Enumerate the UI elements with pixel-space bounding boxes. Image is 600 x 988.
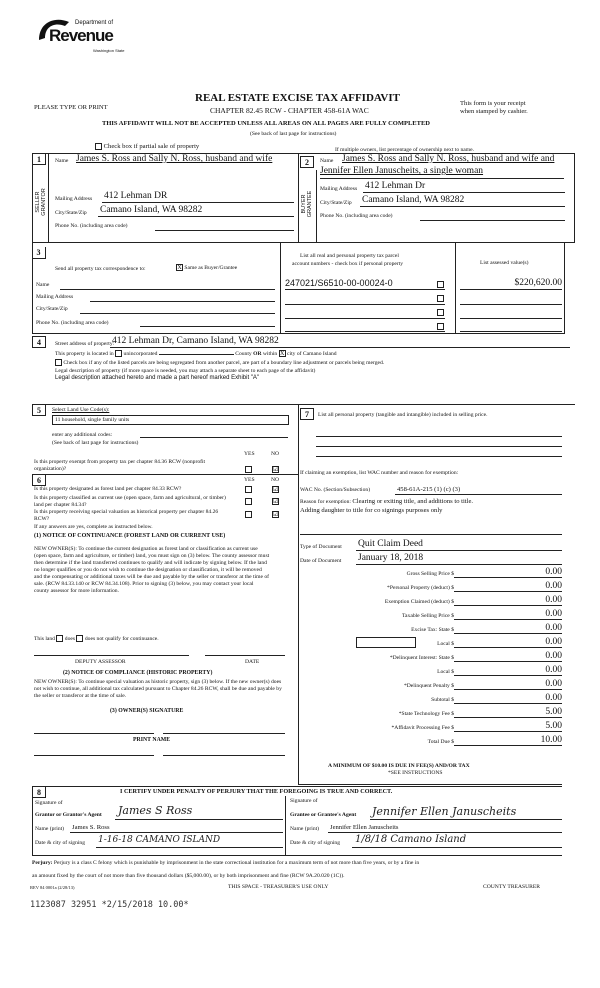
county-treasurer-label: COUNTY TREASURER (483, 884, 541, 890)
buyer-name-label: Name (320, 158, 334, 164)
notice-compliance-text: NEW OWNER(S): To continue special valuation as historic property, sign (3) below. If the new owner(s) does not wish to continue, all additional tax calculated pursuant to Chapter 84.26 RCW, shall be due and payable by the seller or transferor at the time of sale. (34, 679, 282, 699)
grantor-agent-label: Grantor or Grantor's Agent (35, 812, 102, 818)
grantee-name-field[interactable]: Jennifer Ellen Januscheits (330, 824, 399, 831)
reason-label: Reason for exemption: (300, 499, 351, 505)
assessed-header: List assessed value(s) (480, 260, 529, 266)
logo-word: Revenue (49, 26, 113, 45)
exemption-label: If claiming an exemption, list WAC number and reason for exemption: (300, 470, 459, 476)
grantee-sig-of-label: Signature of (290, 798, 318, 804)
gross-selling-price[interactable]: 0.00 (545, 567, 562, 577)
owner-signature-field-2[interactable] (163, 733, 285, 734)
seller-city-label: City/State/Zip (55, 210, 87, 216)
state-technology-fee[interactable]: 5.00 (545, 707, 562, 717)
grantee-date-label: Date & city of signing (290, 840, 341, 846)
fee-row: Exemption Claimed (deduct) $ 0.00 (384, 595, 562, 605)
s3-name-label: Name (36, 282, 50, 288)
grantor-sig-of-label: Signature of (35, 800, 63, 806)
parcel-header-1: List all real and personal property tax parcel (300, 253, 399, 259)
legal-description-field[interactable]: Legal description attached hereto and made a part hereof marked Exhibit "A" (55, 375, 260, 381)
seller-phone-label: Phone No. (including area code) (55, 223, 128, 229)
historic-question: Is this property receiving special valuation as historical property per chapter 84.26 RCW? (34, 509, 219, 522)
grantee-date-field[interactable]: 1/8/18 Camano Island (355, 834, 467, 845)
personal-property-deduct[interactable]: 0.00 (545, 581, 562, 591)
deputy-assessor-label: DEPUTY ASSESSOR (75, 659, 126, 665)
section-4-number: 4 (32, 336, 46, 348)
print-name-field-2[interactable] (163, 755, 285, 756)
doc-date-field[interactable]: January 18, 2018 (358, 553, 424, 563)
does-label: does (64, 635, 76, 642)
exempt-no-checkbox[interactable]: ☑ (273, 467, 279, 473)
section-8-number: 8 (32, 786, 46, 798)
seller-phone-field[interactable] (155, 230, 294, 231)
street-address-label: Street address of property: (55, 341, 115, 347)
s3-name-field[interactable] (60, 289, 275, 290)
segregated-label: Check box if any of the listed parcels are being segregated from another parcel, are part of a boundary line adjustment or parcels being merged. (63, 359, 385, 366)
fee-row: *State Technology Fee $ 5.00 (398, 707, 562, 717)
doc-date-label: Date of Document (300, 558, 342, 564)
personal-property-line-3[interactable] (316, 456, 562, 457)
s3-mail-field[interactable] (90, 301, 275, 302)
section-2-number: 2 (300, 156, 314, 168)
delinquent-interest-state[interactable]: 0.00 (545, 651, 562, 661)
land-use-instructions: (See back of last page for instructions) (52, 440, 139, 446)
section-7-number: 7 (300, 408, 314, 420)
same-as-buyer-checkbox[interactable]: X (177, 265, 182, 271)
revenue-logo (35, 10, 125, 56)
instructions-note: (See back of last page for instructions) (250, 131, 337, 137)
parcel-number-field[interactable]: 247021/S6510-00-00024-0 (285, 278, 393, 288)
legal-description-label: Legal description of property (if more space is needed, you may attach a separate sheet to each page of the affidavit) (55, 368, 316, 374)
street-address-field[interactable]: 412 Lehman Dr, Camano Island, WA 98282 (112, 336, 279, 346)
city-of-label: city of Camano Island (287, 350, 337, 357)
notice-compliance-title: (2) NOTICE OF COMPLIANCE (HISTORIC PROPERTY) (63, 670, 213, 676)
land-use-label: Select Land Use Code(s): (52, 407, 110, 413)
or-label: OR (253, 350, 262, 357)
yes-header: YES (244, 451, 255, 457)
located-in-label: This property is located in (55, 350, 114, 357)
exempt-question: Is this property exempt from property tax per chapter 84.36 RCW (nonprofit organization)? (34, 459, 206, 472)
grantor-signature[interactable]: James S Ross (118, 804, 193, 817)
buyer-phone-label: Phone No. (including area code) (320, 213, 393, 219)
section-1-number: 1 (32, 153, 46, 165)
s3-phone-field[interactable] (140, 326, 275, 327)
section-6-number: 6 (32, 474, 46, 486)
s6-yes-header: YES (244, 477, 255, 483)
buyer-mail-field[interactable]: 412 Lehman Dr (365, 181, 426, 191)
perjury-text-2: an amount fixed by the court of not more than five thousand dollars ($5,000.00), or by both imprisonment and fine (RCW 9A.20.020 (1C)). (32, 873, 345, 879)
print-name-field-1[interactable] (34, 755, 154, 756)
taxable-selling-price[interactable]: 0.00 (545, 609, 562, 619)
this-land-label: This land (34, 635, 55, 642)
total-due[interactable]: 10.00 (540, 735, 562, 745)
form-chapter: CHAPTER 82.45 RCW - CHAPTER 458-61A WAC (210, 106, 369, 115)
logo-dept-text: Department of (75, 20, 114, 26)
form-title: REAL ESTATE EXCISE TAX AFFIDAVIT (195, 92, 400, 104)
wac-field[interactable]: 458-61A-215 (1) (c) (3) (397, 486, 461, 493)
treasurer-space-label: THIS SPACE - TREASURER'S USE ONLY (228, 884, 329, 890)
form-revision: REV 84 0001a (2/28/13) (30, 885, 75, 890)
forest-yes-checkbox[interactable] (245, 486, 252, 493)
fee-row: Excise Tax: State $ 0.00 (411, 623, 562, 633)
deputy-assessor-signature[interactable] (34, 655, 189, 656)
buyer-mail-label: Mailing Address (320, 186, 358, 192)
county-label: County (235, 350, 252, 357)
receipt-note-2: when stamped by cashier. (460, 108, 528, 115)
personal-property-line-1[interactable] (316, 436, 562, 437)
current-use-no-checkbox[interactable]: ☑ (273, 499, 279, 505)
owner-signature-field-1[interactable] (34, 733, 154, 734)
county-field[interactable] (159, 354, 234, 355)
delinquent-interest-local[interactable]: 0.00 (545, 665, 562, 675)
please-type-note: PLEASE TYPE OR PRINT (34, 104, 108, 111)
doc-type-label: Type of Document (300, 544, 342, 550)
buyer-side-label: BUYER GRANTEE (301, 190, 313, 218)
warning-text: THIS AFFIDAVIT WILL NOT BE ACCEPTED UNLESS ALL AREAS ON ALL PAGES ARE FULLY COMPLETED (102, 120, 430, 127)
seller-side-label: SELLER GRANTOR (35, 188, 47, 216)
personal-property-checkbox-4[interactable] (437, 323, 444, 330)
seller-city-field[interactable]: Camano Island, WA 98282 (100, 205, 203, 215)
grantor-date-label: Date & city of signing (35, 840, 86, 846)
send-correspondence-label: Send all property tax correspondence to: (55, 266, 146, 272)
does-checkbox[interactable] (56, 635, 63, 642)
reason-field-1[interactable]: Clearing or exiting title, and additions to title. (352, 498, 474, 505)
subtotal[interactable]: 0.00 (545, 693, 562, 703)
forest-no-checkbox[interactable]: ☑ (273, 487, 279, 493)
partial-sale-checkbox[interactable] (95, 143, 102, 150)
same-as-buyer-label: Same as Buyer/Grantee (184, 264, 238, 271)
fee-row: *Affidavit Processing Fee $ 5.00 (391, 721, 562, 731)
qualify-label: qualify for continuance. (105, 635, 159, 642)
fee-row: Total Due $ 10.00 (427, 735, 562, 745)
fee-row: *Personal Property (deduct) $ 0.00 (387, 581, 562, 591)
wac-label: WAC No. (Section/Subsection) (300, 487, 371, 493)
certify-statement: I CERTIFY UNDER PENALTY OF PERJURY THAT THE FOREGOING IS TRUE AND CORRECT. (120, 788, 393, 795)
assessor-date-label: DATE (245, 659, 260, 665)
excise-tax-local[interactable]: 0.00 (545, 637, 562, 647)
fee-row: *Delinquent Interest: State $ 0.00 (389, 651, 562, 661)
perjury-label: Perjury: (32, 860, 53, 866)
assessor-date-field[interactable] (205, 655, 285, 656)
unincorporated-checkbox[interactable] (115, 350, 122, 357)
personal-property-line-2[interactable] (316, 446, 562, 447)
current-use-question: Is this property classified as current use (open space, farm and agricultural, or timber) land per chapter 84.34? (34, 495, 226, 508)
delinquent-penalty[interactable]: 0.00 (545, 679, 562, 689)
receipt-note-1: This form is your receipt (460, 100, 526, 107)
no-header: NO (271, 451, 280, 457)
grantor-name-field[interactable]: James S. Ross (72, 824, 110, 831)
grantee-agent-label: Grantee or Grantee's Agent (290, 812, 357, 818)
fee-row: Local $ 0.00 (300, 636, 564, 650)
seller-mail-field[interactable]: 412 Lehman DR (104, 191, 168, 201)
local-code-box[interactable] (356, 637, 416, 648)
if-yes-note: If any answers are yes, complete as instructed below. (34, 524, 153, 530)
fee-row: Taxable Selling Price $ 0.00 (402, 609, 562, 619)
buyer-name-field-1[interactable]: James S. Ross and Sally N. Ross, husband and wife and (342, 154, 555, 164)
assessed-value-field[interactable]: $220,620.00 (514, 278, 562, 288)
s3-city-field[interactable] (80, 313, 275, 314)
cashier-stamp: 1123087 32951 *2/15/2018 10.00* (30, 900, 189, 910)
doc-type-field[interactable]: Quit Claim Deed (358, 539, 423, 549)
notice-continuance-text: NEW OWNER(S): To continue the current designation as forest land or classification as current use (open space, farm and agriculture, or timber) land, you must sign on (3) below. The county assessor must then determine if the land transferred continues to qualify and will indicate by signing below. If the land no longer qualifies or you do not wish to continue the designation or classification, it will be removed and the compensating or additional taxes will be due and payable by the seller or transferor at the time of sale. (RCW 84.33.140 or RCW 84.34.108). Prior to signing (3) below, you may contact your local county assessor for more information. (34, 546, 270, 594)
land-use-field[interactable]: 11 household, single family units (52, 415, 289, 425)
logo-state: Washington State (93, 48, 125, 53)
personal-property-checkbox-2[interactable] (437, 295, 444, 302)
historic-no-checkbox[interactable]: ☑ (273, 512, 279, 518)
city-checkbox[interactable]: X (279, 351, 285, 357)
perjury-text-1: Perjury is a class C felony which is punishable by imprisonment in the state correctional institution for a maximum term of not more than five years, or by a fine in (53, 860, 420, 866)
print-name-label: PRINT NAME (133, 737, 171, 743)
within-label: within (262, 350, 278, 357)
s3-mail-label: Mailing Address (36, 294, 74, 300)
segregated-checkbox[interactable] (55, 359, 62, 366)
section-3-box (32, 242, 565, 334)
section-5-number: 5 (32, 404, 46, 416)
minimum-due-note: A MINIMUM OF $10.00 IS DUE IN FEE(S) AND/OR TAX (328, 763, 470, 769)
seller-mail-label: Mailing Address (55, 196, 93, 202)
parcel-header-2: account numbers - check box if personal property (292, 261, 404, 267)
forest-land-question: Is this property designated as forest land per chapter 84.33 RCW? (34, 486, 182, 492)
s3-phone-label: Phone No. (including area code) (36, 320, 109, 326)
fee-row: Local $ 0.00 (437, 665, 562, 675)
buyer-city-label: City/State/Zip (320, 200, 352, 206)
owner-signature-title: (3) OWNER(S) SIGNATURE (110, 708, 184, 714)
does-not-label: does not (84, 635, 104, 642)
exempt-yes-checkbox[interactable] (245, 466, 252, 473)
seller-name-field[interactable]: James S. Ross and Sally N. Ross, husband and wife (76, 154, 273, 164)
grantee-name-label: Name (print) (290, 826, 320, 832)
s3-city-label: City/State/Zip (36, 306, 68, 312)
current-use-yes-checkbox[interactable] (245, 498, 252, 505)
unincorporated-label: unincorporated (123, 350, 158, 357)
buyer-name-field-2[interactable]: Jennifer Ellen Januscheits, a single woman (320, 166, 484, 176)
multiple-owners-note: If multiple owners, list percentage of ownership next to name. (335, 147, 475, 153)
exemption-claimed[interactable]: 0.00 (545, 595, 562, 605)
partial-sale-label: Check box if partial sale of property (103, 143, 200, 151)
excise-tax-state[interactable]: 0.00 (545, 623, 562, 633)
historic-yes-checkbox[interactable] (245, 511, 252, 518)
additional-codes-label: enter any additional codes: (52, 432, 113, 438)
personal-property-checkbox-1[interactable] (437, 281, 444, 288)
buyer-phone-field[interactable] (420, 220, 565, 221)
grantee-signature[interactable]: Jennifer Ellen Januscheits (372, 805, 517, 818)
grantor-name-label: Name (print) (35, 826, 65, 832)
grantor-date-field[interactable]: 1-16-18 CAMANO ISLAND (98, 835, 221, 845)
personal-property-label: List all personal property (tangible and intangible) included in selling price. (318, 412, 488, 418)
see-instructions-note: *SEE INSTRUCTIONS (388, 770, 443, 776)
section-3-number: 3 (32, 247, 46, 259)
s6-no-header: NO (271, 477, 280, 483)
personal-property-checkbox-3[interactable] (437, 309, 444, 316)
fee-row: *Delinquent Penalty $ 0.00 (403, 679, 562, 689)
buyer-city-field[interactable]: Camano Island, WA 98282 (362, 195, 465, 205)
additional-codes-field[interactable] (140, 437, 288, 438)
reason-field-2[interactable]: Adding daughter to title for co signings purposes only (300, 507, 443, 514)
does-not-checkbox[interactable] (76, 635, 83, 642)
notice-continuance-title: (1) NOTICE OF CONTINUANCE (FOREST LAND OR CURRENT USE) (34, 533, 226, 539)
fee-row: Subtotal $ 0.00 (431, 693, 562, 703)
fee-row: Gross Selling Price $ 0.00 (406, 567, 562, 577)
affidavit-processing-fee[interactable]: 5.00 (545, 721, 562, 731)
